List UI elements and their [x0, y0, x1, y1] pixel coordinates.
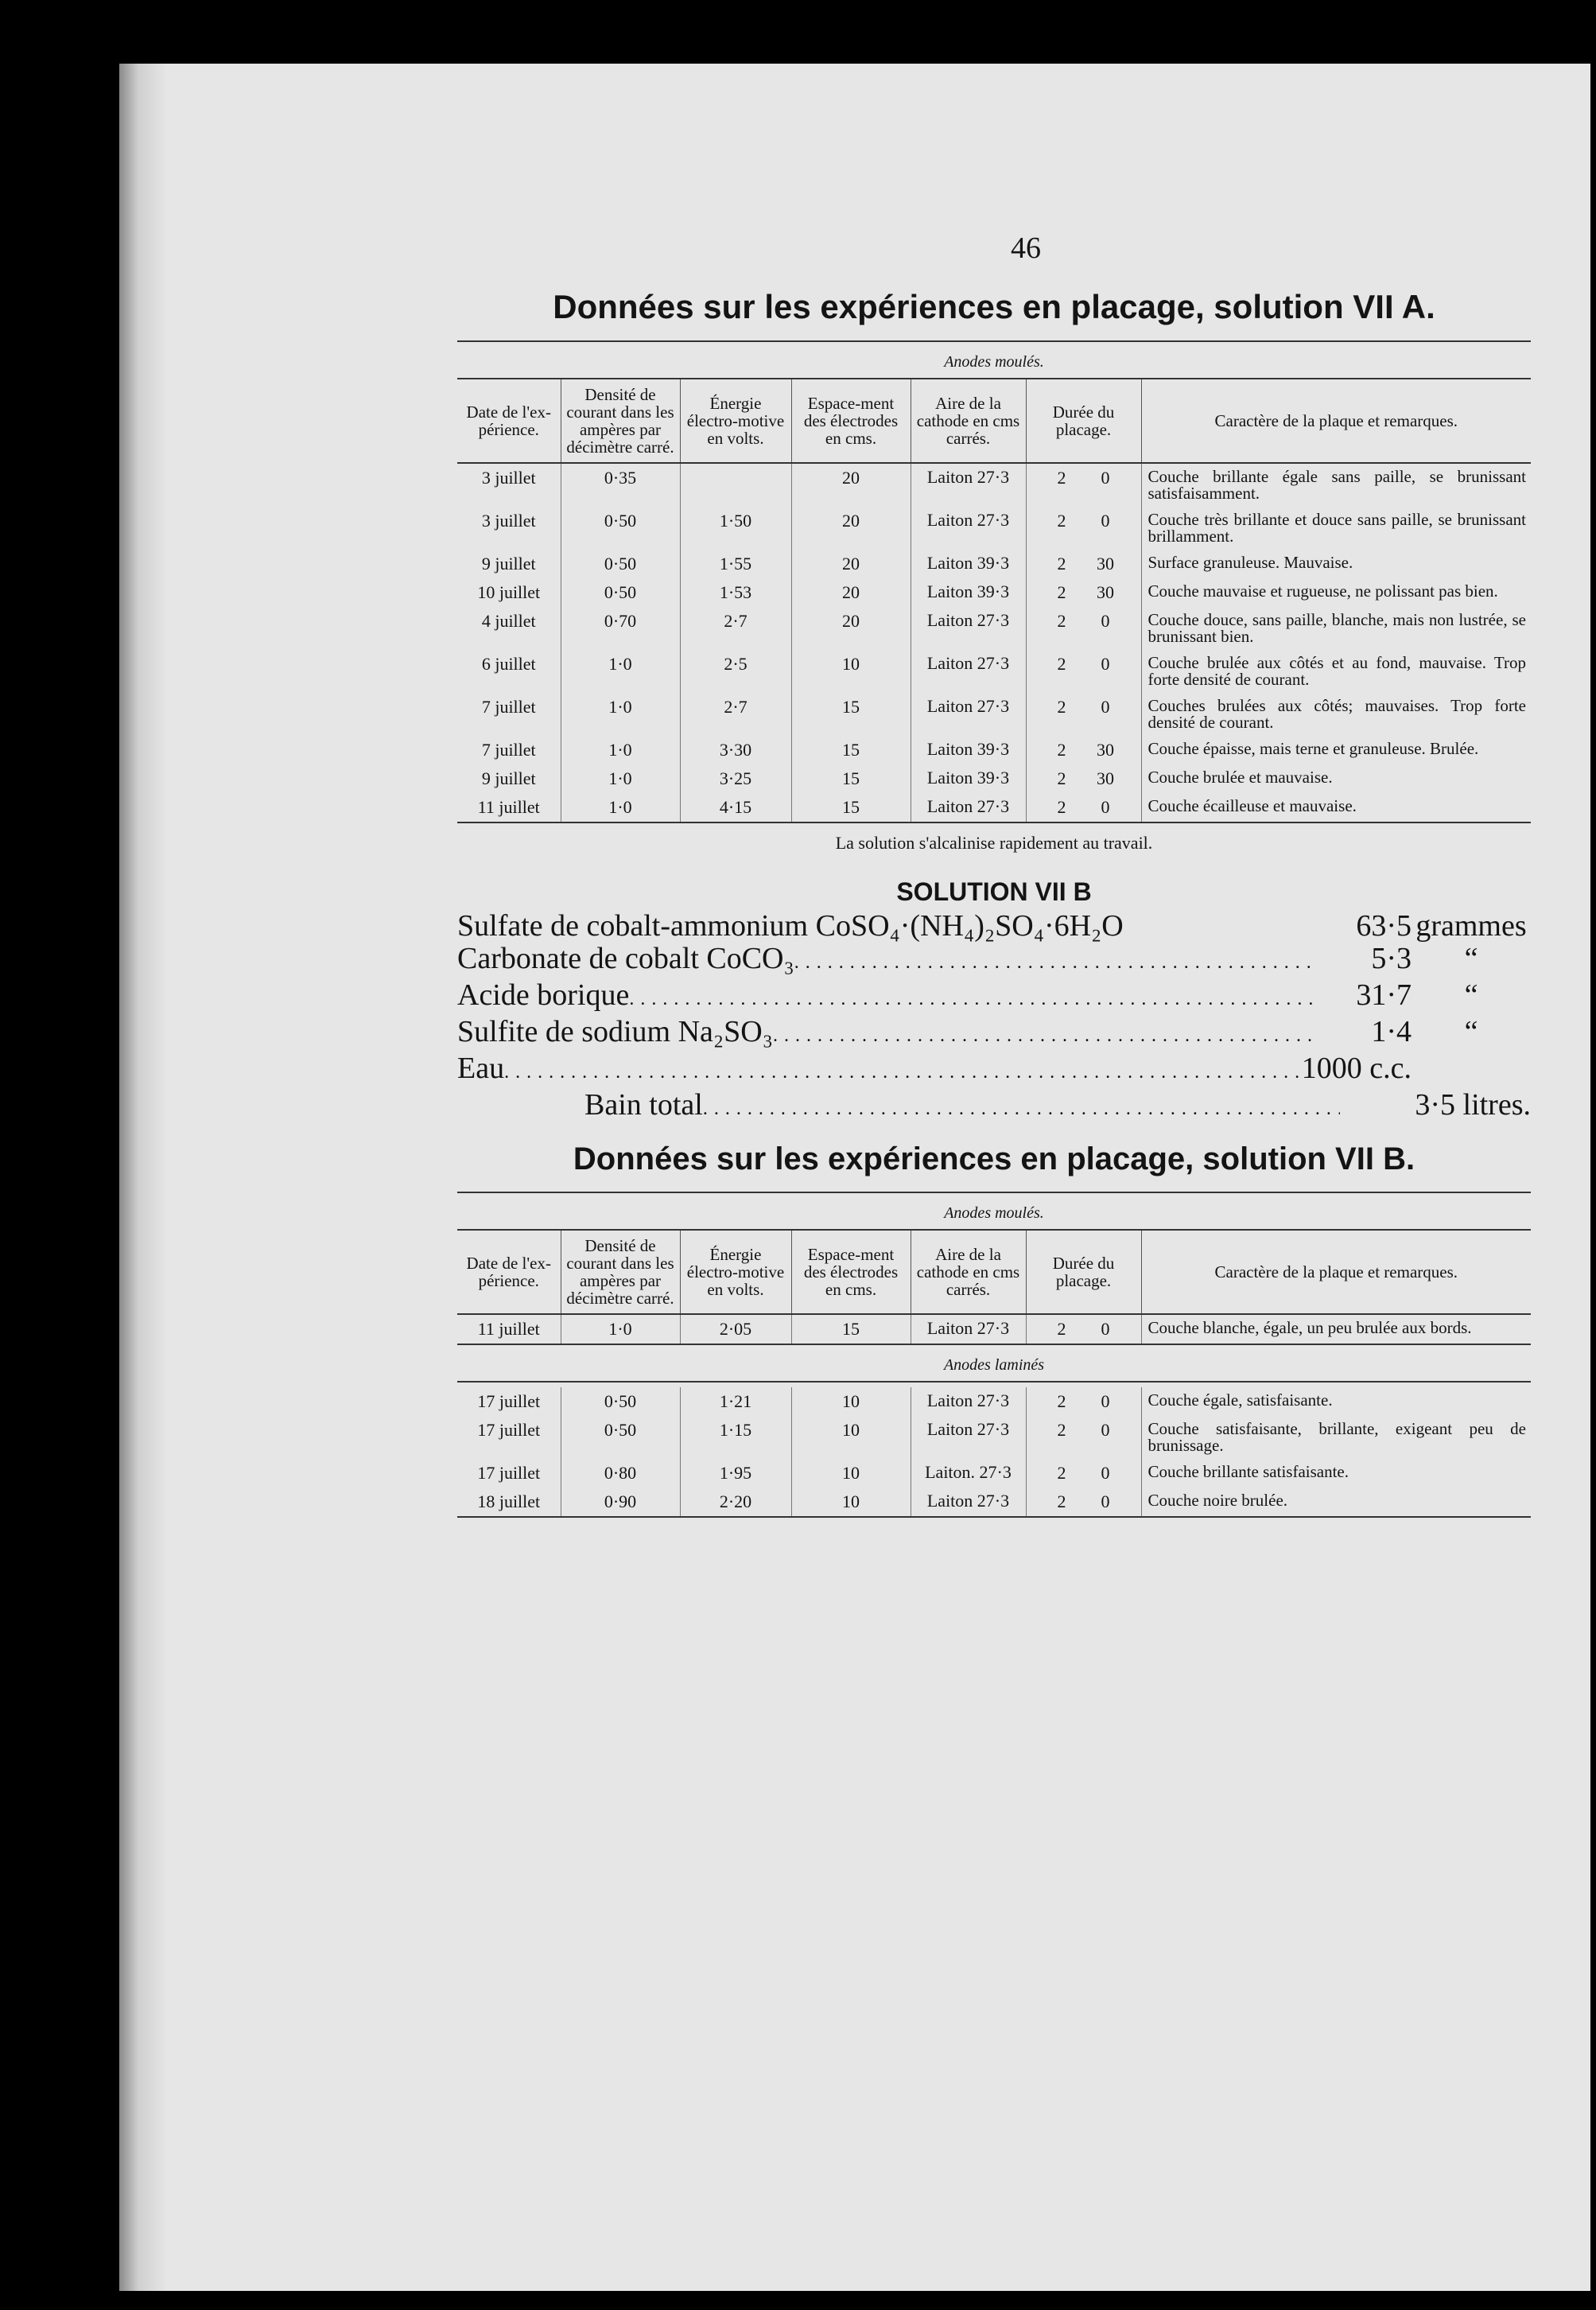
density-cell: 1·0 — [561, 693, 680, 736]
emf-cell: 1·55 — [680, 550, 791, 578]
duration-cell — [1026, 578, 1141, 607]
duration-cell — [1026, 1314, 1141, 1344]
spacing-cell: 15 — [791, 793, 911, 822]
remark-cell: Couche douce, sans paille, blanche, mais non lustrée, se brunissant bien. — [1141, 607, 1531, 650]
formula-line — [457, 979, 1531, 1016]
leader-dots — [703, 1089, 1340, 1126]
table-a-note: La solution s'alcalinise rapidement au travail. — [835, 833, 1153, 853]
page-content — [457, 231, 1531, 1518]
date-cell: 6 juillet — [481, 654, 536, 674]
remark-cell: Couche égale, satisfaisante. — [1141, 1387, 1531, 1416]
solution-b-total — [457, 1089, 1531, 1126]
cathode-cell: Laiton 39·3 — [911, 764, 1026, 793]
ingredient-name: Eau — [457, 1052, 505, 1085]
table-b-title: Données sur les expériences en placage, solution VII B. — [573, 1141, 1415, 1176]
duration-minutes: 0 — [1101, 797, 1110, 817]
emf-cell: 2·7 — [680, 607, 791, 650]
density-cell: 1·0 — [561, 793, 680, 822]
table-row — [457, 463, 1531, 507]
spacing-cell: 20 — [791, 463, 911, 507]
table-a-title: Données sur les expériences en placage, solution VII A. — [553, 288, 1435, 325]
total-qty: 3·5 litres. — [1415, 1088, 1531, 1122]
spacing-cell: 10 — [791, 1459, 911, 1488]
ingredient-unit — [1412, 1052, 1531, 1089]
duration-cell — [1026, 650, 1141, 693]
duration-hours: 2 — [1057, 768, 1066, 788]
duration-cell — [1026, 1416, 1141, 1459]
cathode-cell: Laiton 27·3 — [911, 1416, 1026, 1459]
emf-cell: 2·5 — [680, 650, 791, 693]
ingredient-name: Acide borique — [457, 978, 630, 1012]
solution-b-title: SOLUTION VII B — [896, 877, 1092, 906]
duration-hours: 2 — [1057, 511, 1066, 531]
remark-cell: Couches brulées aux côtés; mauvaises. Trop forte densité de courant. — [1141, 693, 1531, 736]
spacing-cell: 10 — [791, 650, 911, 693]
column-header: Énergie électro-motive en volts. — [680, 379, 791, 463]
duration-minutes: 0 — [1101, 468, 1110, 488]
density-cell: 1·0 — [561, 1314, 680, 1344]
duration-cell — [1026, 550, 1141, 578]
table-b-lamines — [457, 1387, 1531, 1518]
page-edge-shadow — [119, 64, 167, 2291]
duration-minutes: 0 — [1101, 1391, 1110, 1411]
cathode-cell: Laiton 27·3 — [911, 1387, 1026, 1416]
duration-minutes: 0 — [1101, 1463, 1110, 1483]
table-row — [457, 1416, 1531, 1459]
ingredient-qty: 31·7 — [1356, 978, 1412, 1012]
date-cell: 17 juillet — [477, 1391, 541, 1411]
table-b-header-row — [457, 1230, 1531, 1314]
remark-cell: Couche très brillante et douce sans paille, se brunissant brillamment. — [1141, 507, 1531, 550]
date-cell: 11 juillet — [457, 793, 561, 822]
remark-cell: Couche noire brulée. — [1141, 1488, 1531, 1517]
duration-minutes: 30 — [1097, 740, 1114, 760]
density-cell: 0·50 — [561, 550, 680, 578]
cathode-cell: Laiton 27·3 — [911, 507, 1026, 550]
table-b-body-moules — [457, 1314, 1531, 1344]
table-a — [457, 378, 1531, 823]
emf-cell: 1·53 — [680, 578, 791, 607]
table-row — [457, 693, 1531, 736]
cathode-cell: Laiton 27·3 — [911, 463, 1026, 507]
density-cell: 0·50 — [561, 507, 680, 550]
spacing-cell: 15 — [791, 736, 911, 764]
duration-hours: 2 — [1057, 740, 1066, 760]
ingredient-name: Carbonate de cobalt CoCO₃ — [457, 942, 794, 975]
duration-hours: 2 — [1057, 554, 1066, 574]
table-row — [457, 550, 1531, 578]
spacer — [1124, 910, 1316, 943]
remark-cell: Couche mauvaise et rugueuse, ne polissant pas bien. — [1141, 578, 1531, 607]
remark-cell: Couche satisfaisante, brillante, exigeant peu de brunissage. — [1141, 1416, 1531, 1459]
title-rule — [457, 340, 1531, 342]
cathode-cell: Laiton. 27·3 — [911, 1459, 1026, 1488]
emf-cell: 2·7 — [680, 693, 791, 736]
column-header: Densité de courant dans les ampères par décimètre carré. — [561, 1230, 680, 1314]
duration-cell — [1026, 1459, 1141, 1488]
table-b-section — [457, 1141, 1531, 1518]
leader-dots — [629, 979, 1316, 1016]
column-header: Date de l'ex-périence. — [457, 379, 561, 463]
ingredient-unit: “ — [1464, 1015, 1478, 1048]
date-cell: 9 juillet — [481, 768, 536, 788]
lamines-rule — [457, 1381, 1531, 1382]
ingredient-qty: 1·4 — [1371, 1015, 1412, 1048]
duration-minutes: 0 — [1101, 1420, 1110, 1440]
column-header: Espace-ment des électrodes en cms. — [791, 379, 911, 463]
duration-hours: 2 — [1057, 1391, 1066, 1411]
density-cell: 1·0 — [561, 764, 680, 793]
ingredient-name: Sulfate de cobalt-ammonium CoSO₄·(NH₄)₂SO₄·6H₂O — [457, 909, 1124, 943]
density-cell: 0·90 — [561, 1488, 680, 1517]
column-header: Espace-ment des électrodes en cms. — [791, 1230, 911, 1314]
table-b-subheading-lamines: Anodes laminés — [943, 1356, 1045, 1374]
remark-cell: Couche épaisse, mais terne et granuleuse. Brulée. — [1141, 736, 1531, 764]
spacing-cell: 15 — [791, 693, 911, 736]
remark-cell: Couche blanche, égale, un peu brulée aux bords. — [1141, 1314, 1531, 1344]
remark-cell: Surface granuleuse. Mauvaise. — [1141, 550, 1531, 578]
duration-minutes: 0 — [1101, 697, 1110, 717]
emf-cell — [680, 463, 791, 507]
date-cell: 9 juillet — [481, 554, 536, 574]
ingredient-unit: grammes — [1415, 909, 1527, 943]
spacing-cell: 20 — [791, 578, 911, 607]
leader-dots — [773, 1016, 1316, 1052]
emf-cell: 3·30 — [680, 736, 791, 764]
density-cell: 1·0 — [561, 650, 680, 693]
duration-cell — [1026, 607, 1141, 650]
ingredient-name: Sulfite de sodium Na₂SO₃ — [457, 1015, 773, 1048]
duration-minutes: 30 — [1097, 582, 1114, 602]
duration-hours: 2 — [1057, 468, 1066, 488]
emf-cell: 3·25 — [680, 764, 791, 793]
spacing-cell: 20 — [791, 507, 911, 550]
table-row — [457, 736, 1531, 764]
table-row — [457, 650, 1531, 693]
duration-cell — [1026, 764, 1141, 793]
density-cell: 0·80 — [561, 1459, 680, 1488]
cathode-cell: Laiton 39·3 — [911, 736, 1026, 764]
column-header: Date de l'ex-périence. — [457, 1230, 561, 1314]
formula-line — [457, 943, 1531, 979]
column-header: Durée du placage. — [1026, 1230, 1141, 1314]
formula-line — [457, 1052, 1531, 1089]
spacing-cell: 15 — [791, 764, 911, 793]
column-header: Aire de la cathode en cms carrés. — [911, 1230, 1026, 1314]
date-cell: 10 juillet — [477, 582, 541, 602]
duration-cell — [1026, 507, 1141, 550]
column-header: Caractère de la plaque et remarques. — [1141, 379, 1531, 463]
density-cell: 1·0 — [561, 736, 680, 764]
spacing-cell: 20 — [791, 607, 911, 650]
total-label: Bain total — [584, 1088, 703, 1122]
emf-cell: 1·95 — [680, 1459, 791, 1488]
emf-cell: 1·21 — [680, 1387, 791, 1416]
duration-cell — [1026, 463, 1141, 507]
ingredient-unit: “ — [1464, 978, 1478, 1012]
table-row — [457, 1387, 1531, 1416]
cathode-cell: Laiton 27·3 — [911, 650, 1026, 693]
spacing-cell: 10 — [791, 1416, 911, 1459]
duration-hours: 2 — [1057, 582, 1066, 602]
date-cell: 3 juillet — [481, 511, 536, 531]
duration-hours: 2 — [1057, 654, 1066, 674]
emf-cell: 4·15 — [680, 793, 791, 822]
column-header: Caractère de la plaque et remarques. — [1141, 1230, 1531, 1314]
table-row — [457, 1459, 1531, 1488]
duration-cell — [1026, 1387, 1141, 1416]
duration-minutes: 30 — [1097, 768, 1114, 788]
density-cell: 0·35 — [561, 463, 680, 507]
duration-cell — [1026, 693, 1141, 736]
table-a-subheading: Anodes moulés. — [944, 353, 1044, 371]
date-cell: 17 juillet — [477, 1420, 541, 1440]
column-header: Aire de la cathode en cms carrés. — [911, 379, 1026, 463]
duration-hours: 2 — [1057, 797, 1066, 817]
duration-cell — [1026, 793, 1141, 822]
leader-dots — [504, 1052, 1302, 1089]
remark-cell: Couche brillante égale sans paille, se brunissant satisfaisamment. — [1141, 463, 1531, 507]
cathode-cell: Laiton 27·3 — [911, 607, 1026, 650]
cathode-cell: Laiton 27·3 — [911, 693, 1026, 736]
spacing-cell: 10 — [791, 1387, 911, 1416]
remark-cell: Couche brulée aux côtés et au fond, mauvaise. Trop forte densité de courant. — [1141, 650, 1531, 693]
ingredient-unit: “ — [1464, 942, 1478, 975]
duration-minutes: 0 — [1101, 1491, 1110, 1511]
ingredient-qty: 5·3 — [1371, 942, 1412, 975]
remark-cell: Couche brillante satisfaisante. — [1141, 1459, 1531, 1488]
density-cell: 0·50 — [561, 578, 680, 607]
remark-cell: Couche écailleuse et mauvaise. — [1141, 793, 1531, 822]
table-row — [457, 764, 1531, 793]
emf-cell: 2·20 — [680, 1488, 791, 1517]
date-cell: 18 juillet — [457, 1488, 561, 1517]
duration-minutes: 0 — [1101, 611, 1110, 631]
column-header: Densité de courant dans les ampères par décimètre carré. — [561, 379, 680, 463]
duration-minutes: 0 — [1101, 511, 1110, 531]
leader-dots — [794, 943, 1316, 979]
formula-line — [457, 910, 1531, 943]
date-cell: 17 juillet — [477, 1463, 541, 1483]
table-row — [457, 578, 1531, 607]
column-header: Durée du placage. — [1026, 379, 1141, 463]
table-row — [457, 607, 1531, 650]
cathode-cell: Laiton 27·3 — [911, 1314, 1026, 1344]
table-a-body — [457, 463, 1531, 822]
density-cell: 0·70 — [561, 607, 680, 650]
duration-minutes: 0 — [1101, 654, 1110, 674]
date-cell: 7 juillet — [481, 740, 536, 760]
column-header: Énergie électro-motive en volts. — [680, 1230, 791, 1314]
table-b — [457, 1229, 1531, 1345]
date-cell: 11 juillet — [457, 1314, 561, 1344]
cathode-cell: Laiton 39·3 — [911, 550, 1026, 578]
density-cell: 0·50 — [561, 1416, 680, 1459]
emf-cell: 1·50 — [680, 507, 791, 550]
duration-minutes: 30 — [1097, 554, 1114, 574]
cathode-cell: Laiton 27·3 — [911, 1488, 1026, 1517]
spacing-cell: 10 — [791, 1488, 911, 1517]
duration-hours: 2 — [1057, 611, 1066, 631]
ingredient-qty: 1000 c.c. — [1301, 1052, 1412, 1085]
page-number: 46 — [1011, 231, 1041, 265]
title-rule-b — [457, 1192, 1531, 1193]
duration-hours: 2 — [1057, 697, 1066, 717]
table-row — [457, 793, 1531, 822]
duration-hours: 2 — [1057, 1463, 1066, 1483]
duration-cell — [1026, 1488, 1141, 1517]
date-cell: 7 juillet — [481, 697, 536, 717]
remark-cell: Couche brulée et mauvaise. — [1141, 764, 1531, 793]
table-a-header-row — [457, 379, 1531, 463]
emf-cell: 1·15 — [680, 1416, 791, 1459]
ingredient-qty: 63·5 — [1356, 909, 1412, 943]
formula-line — [457, 1016, 1531, 1052]
duration-hours: 2 — [1057, 1491, 1066, 1511]
spacing-cell: 20 — [791, 550, 911, 578]
cathode-cell: Laiton 39·3 — [911, 578, 1026, 607]
duration-hours: 2 — [1057, 1319, 1066, 1339]
duration-cell — [1026, 736, 1141, 764]
date-cell: 4 juillet — [481, 611, 536, 631]
emf-cell: 2·05 — [680, 1314, 791, 1344]
duration-minutes: 0 — [1101, 1319, 1110, 1339]
table-row — [457, 507, 1531, 550]
cathode-cell: Laiton 27·3 — [911, 793, 1026, 822]
table-b-body-lamines — [457, 1387, 1531, 1517]
spacing-cell: 15 — [791, 1314, 911, 1344]
solution-b-formula — [457, 910, 1531, 1089]
table-row — [457, 1488, 1531, 1517]
density-cell: 0·50 — [561, 1387, 680, 1416]
date-cell: 3 juillet — [481, 468, 536, 488]
table-b-subheading-moules: Anodes moulés. — [944, 1204, 1044, 1222]
table-row — [457, 1314, 1531, 1344]
duration-hours: 2 — [1057, 1420, 1066, 1440]
